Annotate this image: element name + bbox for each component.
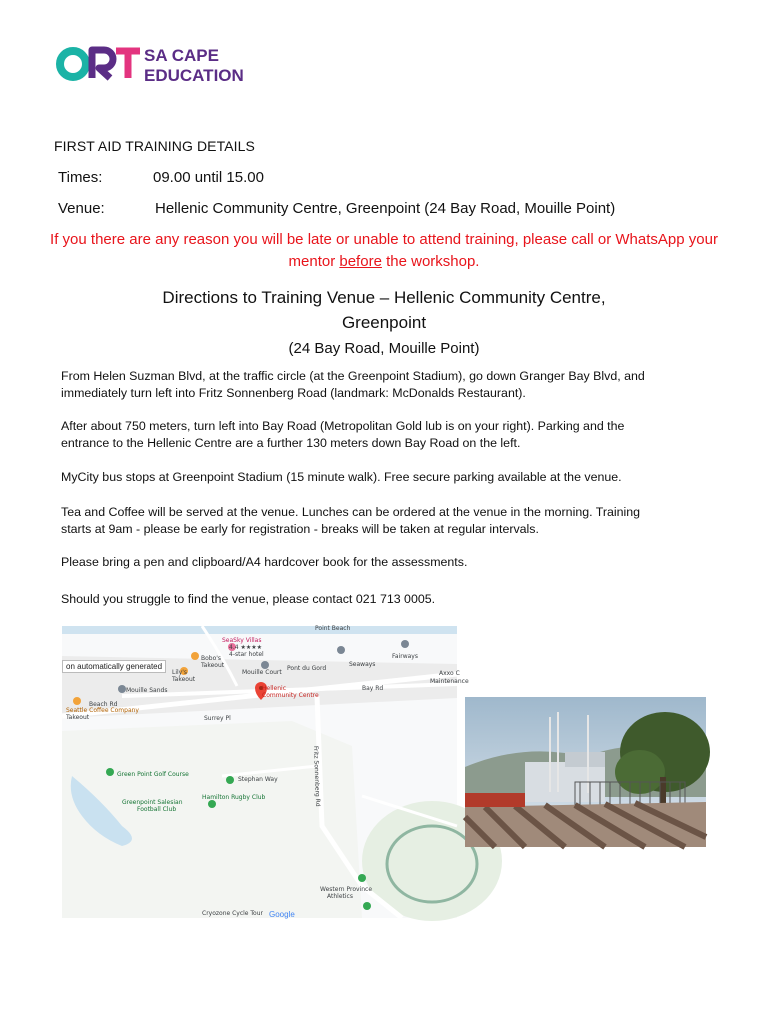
park-pin-icon	[106, 768, 114, 776]
map-label: Pont du Gord	[287, 665, 327, 672]
place-pin-icon	[401, 640, 409, 648]
map-label: Greenpoint Salesian	[122, 799, 183, 806]
directions-paragraph-1	[61, 368, 711, 401]
park-pin-icon	[208, 800, 216, 808]
map-label: Surrey Pl	[204, 715, 231, 722]
map-label: Takeout	[201, 662, 225, 669]
directions-title-line2: Greenpoint	[341, 313, 427, 332]
map-label: Hellenic	[262, 685, 286, 692]
paragraph-line: Tea and Coffee will be served at the venue. Lunches can be ordered at the venue in the morning. Training	[61, 505, 641, 519]
map-label: Bobo's	[201, 655, 222, 662]
paragraph-line: entrance to the Hellenic Centre are a further 130 meters down Bay Road on the left.	[61, 435, 521, 450]
map-label: Bay Rd	[362, 685, 384, 692]
map-label: Fritz Sonnenberg Rd	[312, 745, 322, 807]
map-label: Western Province	[320, 886, 373, 893]
warning-text-1: If you there are any reason you will be late or unable to attend training, please call or WhatsApp your mentor	[50, 231, 718, 270]
paragraph-line: After about 750 meters, turn left into Bay Road (Metropolitan Gold lub is on your right). Parking and the	[61, 419, 625, 433]
logo-o-ring	[60, 51, 86, 77]
venue-photo	[465, 697, 706, 847]
map-label: Takeout	[172, 676, 196, 683]
venue-map	[62, 625, 469, 919]
map-label: Lily's	[172, 669, 188, 676]
bus-paragraph: MyCity bus stops at Greenpoint Stadium (15 minute walk). Free secure parking available at the venue.	[61, 470, 622, 484]
place-pin-icon	[118, 685, 126, 693]
map-label: 4-star hotel	[229, 651, 264, 658]
google-watermark: Google	[269, 910, 295, 919]
map-label: Point Beach	[315, 625, 351, 632]
times-label: Times:	[58, 169, 103, 186]
catering-paragraph	[61, 504, 711, 537]
ort-logo	[56, 42, 296, 88]
venue-label: Venue:	[58, 200, 105, 217]
logo-line2: EDUCATION	[144, 66, 244, 85]
park-pin-icon	[363, 902, 371, 910]
warning-underlined: before	[339, 253, 382, 270]
park-pin-icon	[226, 776, 234, 784]
map-label: Beach Rd	[89, 701, 118, 708]
coffee-pin-icon	[73, 697, 81, 705]
map-label: Axxo C	[439, 670, 460, 677]
times-value: 09.00 until 15.00	[153, 169, 264, 186]
directions-subtitle: (24 Bay Road, Mouille Point)	[288, 340, 480, 357]
map-label: SeaSky Villas	[222, 637, 262, 644]
place-pin-icon	[337, 646, 345, 654]
bring-paragraph: Please bring a pen and clipboard/A4 hardcover book for the assessments.	[61, 555, 468, 569]
page-heading: FIRST AID TRAINING DETAILS	[54, 138, 255, 154]
late-warning	[40, 229, 728, 273]
logo-t	[116, 51, 140, 78]
map-label: Hamilton Rugby Club	[202, 794, 266, 801]
paragraph-line: starts at 9am - please be early for registration - breaks will be taken at regular intervals.	[61, 521, 539, 536]
food-pin-icon	[191, 652, 199, 660]
map-label: Mouille Sands	[126, 687, 168, 694]
directions-title-line1: Directions to Training Venue – Hellenic Community Centre,	[162, 288, 606, 307]
map-label: Football Club	[137, 806, 177, 813]
venue-value: Hellenic Community Centre, Greenpoint (24 Bay Road, Mouille Point)	[155, 200, 616, 217]
map-label: Cryozone Cycle Tour	[202, 910, 263, 917]
map-label: 4.4 ★★★★	[229, 644, 262, 651]
map-label: Seaways	[349, 661, 376, 668]
map-alt-text: on automatically generated	[62, 660, 166, 673]
contact-paragraph: Should you struggle to find the venue, please contact 021 713 0005.	[61, 592, 436, 606]
map-label: Athletics	[327, 893, 353, 900]
logo-r	[92, 50, 113, 78]
paragraph-line: immediately turn left into Fritz Sonnenberg Road (landmark: McDonalds Restaurant).	[61, 385, 526, 400]
map-label: Seattle Coffee Company	[66, 707, 139, 714]
directions-paragraph-2	[61, 418, 711, 451]
map-label: Stephan Way	[238, 776, 278, 783]
map-label: Green Point Golf Course	[117, 771, 189, 778]
map-label: Takeout	[66, 714, 90, 721]
map-label: Fairways	[392, 653, 418, 660]
map-label: Community Centre	[262, 692, 319, 699]
place-pin-icon	[261, 661, 269, 669]
warning-text-2: the workshop.	[381, 253, 480, 270]
logo-line1: SA CAPE	[144, 46, 219, 65]
map-label: Maintenance	[430, 678, 469, 685]
map-label: Mouille Court	[242, 669, 282, 676]
directions-title	[80, 285, 688, 335]
park-pin-icon	[358, 874, 366, 882]
paragraph-line: From Helen Suzman Blvd, at the traffic circle (at the Greenpoint Stadium), go down Granger Bay Blvd, and	[61, 369, 645, 383]
